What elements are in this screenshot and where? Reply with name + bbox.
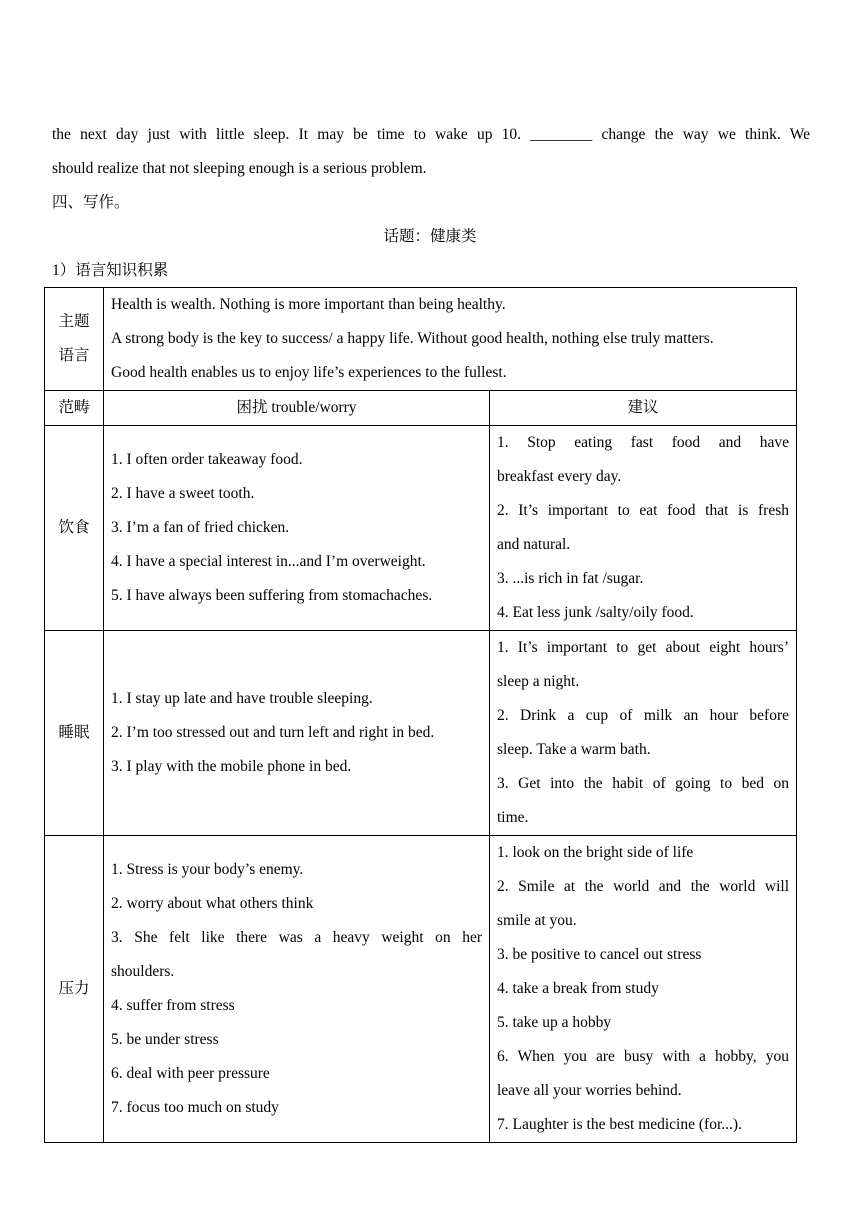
trouble-item: 7. focus too much on study — [111, 1099, 279, 1116]
theme-line: Good health enables us to enjoy life’s experiences to the fullest. — [111, 364, 507, 381]
header-trouble: 困扰 trouble/worry — [104, 391, 490, 426]
advice-item: breakfast every day. — [497, 468, 622, 485]
troubles-cell — [104, 631, 490, 836]
theme-label-1: 主题 — [58, 313, 90, 330]
theme-row — [45, 288, 797, 391]
section-heading: 四、写作。 — [52, 194, 130, 211]
theme-text-cell — [104, 288, 797, 391]
advice-item: 5. take up a hobby — [497, 1014, 612, 1031]
header-advice: 建议 — [490, 391, 797, 426]
trouble-item: 4. suffer from stress — [111, 997, 235, 1014]
advice-item: time. — [497, 809, 529, 826]
subheading: 1）语言知识积累 — [52, 262, 169, 279]
trouble-item: 2. I have a sweet tooth. — [111, 485, 255, 502]
troubles-cell — [104, 836, 490, 1143]
advice-item: 2. Drink a cup of milk an hour before — [497, 707, 790, 724]
intro-line-2: should realize that not sleeping enough is a serious problem. — [52, 160, 427, 177]
trouble-item: 5. be under stress — [111, 1031, 219, 1048]
category-diet: 饮食 — [45, 426, 104, 631]
trouble-item: 6. deal with peer pressure — [111, 1065, 270, 1082]
trouble-item: 2. worry about what others think — [111, 895, 314, 912]
advice-item: sleep a night. — [497, 673, 580, 690]
advice-item: 7. Laughter is the best medicine (for...). — [497, 1116, 742, 1133]
theme-label-cell — [45, 288, 104, 391]
table-row-stress — [45, 836, 797, 1143]
advice-cell — [490, 426, 797, 631]
trouble-item: 5. I have always been suffering from stomachaches. — [111, 587, 433, 604]
advice-item: 3. ...is rich in fat /sugar. — [497, 570, 644, 587]
trouble-item: 4. I have a special interest in...and I’m overweight. — [111, 553, 426, 570]
header-row — [45, 391, 797, 426]
trouble-item: 3. I’m a fan of fried chicken. — [111, 519, 290, 536]
category-stress: 压力 — [45, 836, 104, 1143]
theme-line: Health is wealth. Nothing is more important than being healthy. — [111, 296, 506, 313]
trouble-item: 1. I often order takeaway food. — [111, 451, 303, 468]
advice-item: 1. look on the bright side of life — [497, 844, 694, 861]
advice-cell — [490, 836, 797, 1143]
trouble-item: 3. She felt like there was a heavy weight on her — [111, 929, 482, 946]
troubles-cell — [104, 426, 490, 631]
table-row-diet — [45, 426, 797, 631]
advice-item: 4. Eat less junk /salty/oily food. — [497, 604, 694, 621]
advice-item: sleep. Take a warm bath. — [497, 741, 651, 758]
intro-line-1: the next day just with little sleep. It may be time to wake up 10. ________ change the way we think. We — [52, 126, 810, 143]
advice-item: 1. Stop eating fast food and have — [497, 434, 790, 451]
advice-item: 3. be positive to cancel out stress — [497, 946, 702, 963]
trouble-item: 1. I stay up late and have trouble sleeping. — [111, 690, 373, 707]
trouble-item: 3. I play with the mobile phone in bed. — [111, 758, 352, 775]
advice-item: 2. It’s important to eat food that is fresh — [497, 502, 790, 519]
theme-line: A strong body is the key to success/ a happy life. Without good health, nothing else truly matters. — [111, 330, 714, 347]
topic-title: 话题：健康类 — [383, 228, 477, 245]
advice-item: 3. Get into the habit of going to bed on — [497, 775, 790, 792]
advice-cell — [490, 631, 797, 836]
advice-item: 6. When you are busy with a hobby, you — [497, 1048, 790, 1065]
advice-item: 4. take a break from study — [497, 980, 659, 997]
trouble-item: 2. I’m too stressed out and turn left and right in bed. — [111, 724, 435, 741]
health-table — [44, 287, 797, 1143]
table-row-sleep — [45, 631, 797, 836]
header-category: 范畴 — [45, 391, 104, 426]
theme-label-2: 语言 — [58, 347, 90, 364]
advice-item: 2. Smile at the world and the world will — [497, 878, 790, 895]
advice-item: leave all your worries behind. — [497, 1082, 682, 1099]
category-sleep: 睡眠 — [45, 631, 104, 836]
advice-item: and natural. — [497, 536, 571, 553]
trouble-item: shoulders. — [111, 963, 175, 980]
advice-item: smile at you. — [497, 912, 577, 929]
advice-item: 1. It’s important to get about eight hours’ — [497, 639, 790, 656]
trouble-item: 1. Stress is your body’s enemy. — [111, 861, 304, 878]
